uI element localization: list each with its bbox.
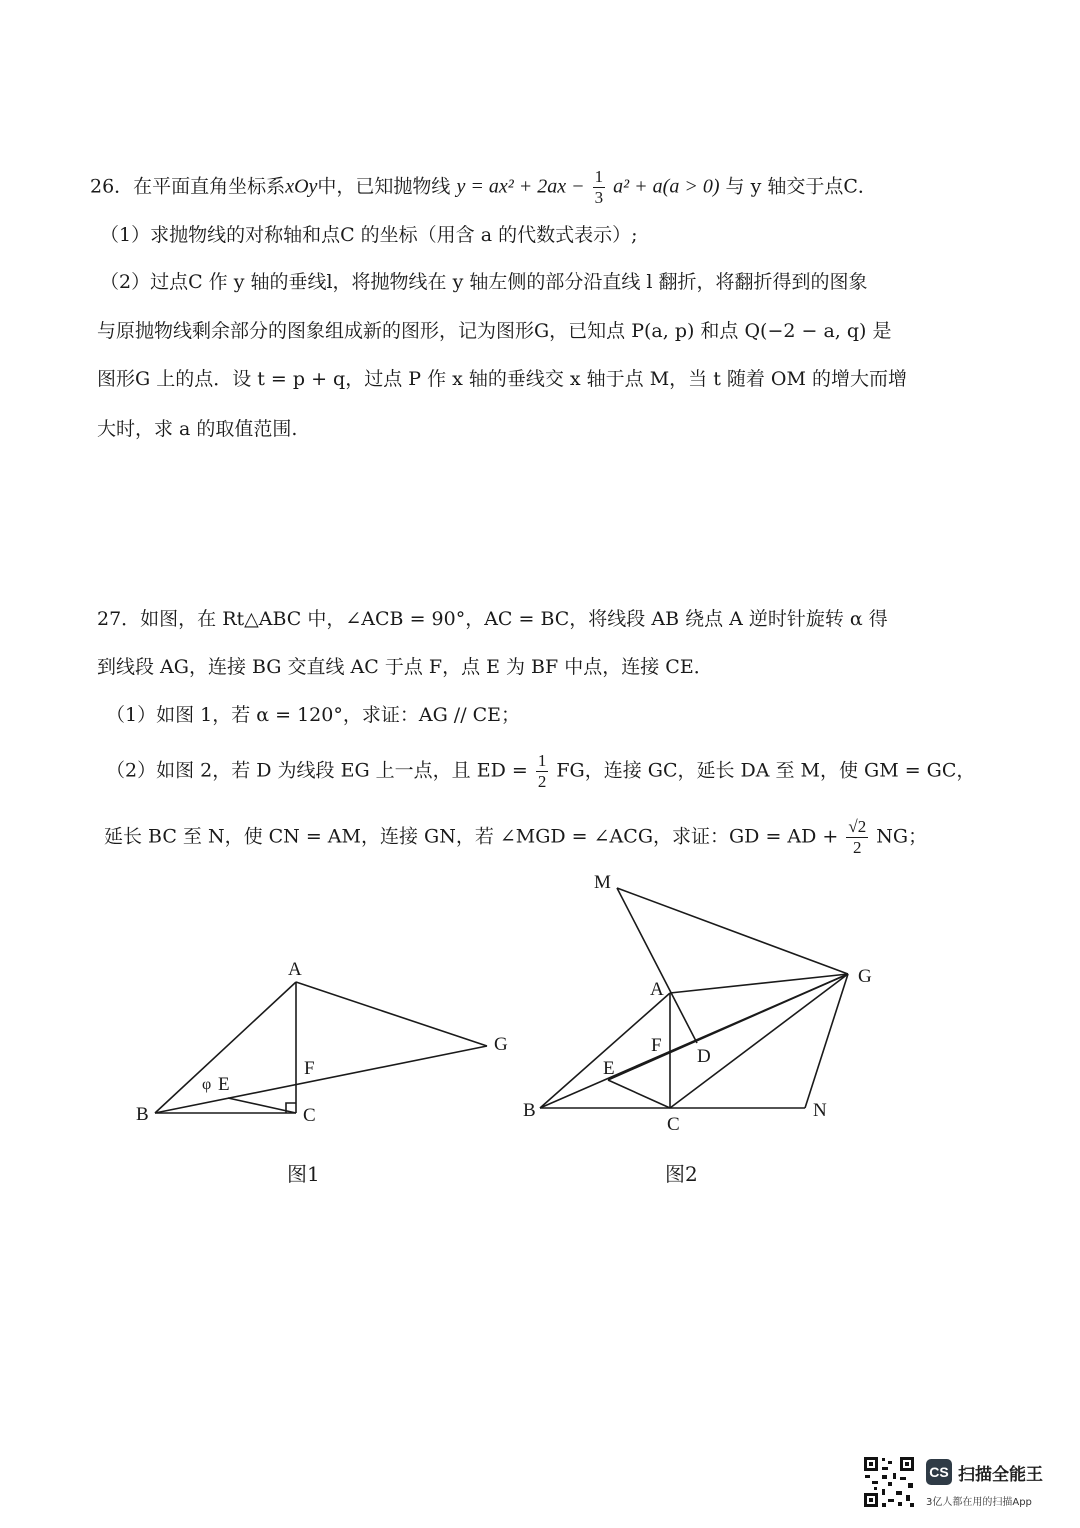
qr-code-icon <box>862 1455 916 1509</box>
q26-part2-line4: 大时，求 a 的取值范围. <box>97 418 298 440</box>
q27-l4-den: 2 <box>537 771 547 791</box>
q26-part1: （1）求抛物线的对称轴和点C 的坐标（用含 a 的代数式表示）; <box>100 224 638 246</box>
fig1-label-A: A <box>288 959 302 980</box>
fig1-angle-mark: φ <box>202 1076 212 1093</box>
q27-l5-b: NG； <box>876 825 928 848</box>
fig2-segment-MD <box>617 888 697 1043</box>
q26-part2-line3: 图形G 上的点．设 t = p + q，过点 P 作 x 轴的垂线交 x 轴于点 M，当 t 随着 OM 的增大而增 <box>97 368 907 390</box>
fig2-label-N: N <box>813 1100 827 1121</box>
q27-line1: 27．如图，在 Rt△ABC 中，∠ACB = 90°，AC = BC，将线段 AB 绕点 A 逆时针旋转 α 得 <box>97 608 888 630</box>
fig2-segment-AG <box>670 974 848 993</box>
fig2-segment-NG <box>805 974 848 1108</box>
q27-l4-a: （2）如图 2，若 D 为线段 EG 上一点，且 ED = <box>106 759 528 782</box>
figure-1 <box>155 982 487 1113</box>
fig2-label-M: M <box>594 872 611 893</box>
figure-2 <box>540 888 848 1108</box>
fig2-segment-MG <box>617 888 848 974</box>
q27-line3: （1）如图 1，若 α = 120°，求证：AG // CE； <box>106 704 521 726</box>
fig1-label-B: B <box>136 1104 149 1125</box>
q26-intro: 26．在平面直角坐标系 <box>90 175 286 198</box>
q26-part2-line2: 与原抛物线剩余部分的图象组成新的图形，记为图形G，已知点 P(a, p) 和点 Q(−2 − a, q) 是 <box>97 320 892 342</box>
fig1-labels <box>136 959 508 1126</box>
watermark-tagline: 3亿人都在用的扫描App <box>926 1497 1032 1508</box>
watermark-name: 扫描全能王 <box>958 1465 1043 1485</box>
fig2-label-E: E <box>603 1058 615 1079</box>
q27-l4-num: 1 <box>537 751 547 770</box>
fig2-labels <box>523 872 872 1135</box>
q27-l5-num: √2 <box>848 817 867 836</box>
scanner-watermark <box>862 1455 1062 1515</box>
fig1-label-E: E <box>218 1074 230 1095</box>
q27-l4-b: FG，连接 GC，延长 DA 至 M，使 GM = GC， <box>556 759 976 782</box>
fig1-segment-AG <box>296 982 487 1046</box>
q26-eq-right: a² + a(a > 0) <box>613 175 720 198</box>
camscanner-logo-icon: CS <box>926 1459 952 1485</box>
q26-xoy: xOy <box>285 175 318 198</box>
fig1-caption: 图1 <box>287 1162 320 1186</box>
q27-l5-a: 延长 BC 至 N，使 CN = AM，连接 GN，若 ∠MGD = ∠ACG，求证：GD = AD + <box>104 825 839 848</box>
q26-part2-line1: （2）过点C 作 y 轴的垂线l，将抛物线在 y 轴左侧的部分沿直线 l 翻折，将翻折得到的图象 <box>100 271 868 293</box>
fig2-segment-EC <box>608 1080 670 1108</box>
fig1-label-F: F <box>304 1058 315 1079</box>
fig2-label-C: C <box>667 1114 680 1135</box>
q27-l5-den: 2 <box>853 837 862 857</box>
q26-frac-num: 1 <box>594 167 604 186</box>
fig2-label-B: B <box>523 1100 536 1121</box>
q26-eq-left: y = ax² + 2ax − <box>456 175 585 198</box>
q27-line2: 到线段 AG，连接 BG 交直线 AC 于点 F，点 E 为 BF 中点，连接 CE． <box>97 656 713 678</box>
fig1-label-G: G <box>494 1034 508 1055</box>
fig2-label-A: A <box>650 979 664 1000</box>
q26-end: 与 y 轴交于点C． <box>725 175 877 198</box>
fig2-caption: 图2 <box>665 1162 698 1186</box>
fig2-label-D: D <box>697 1046 711 1067</box>
fig2-label-G: G <box>858 966 872 987</box>
fig1-label-C: C <box>303 1105 316 1126</box>
fig2-label-F: F <box>651 1035 662 1056</box>
q26-frac-den: 3 <box>594 187 604 207</box>
q26-mid: 中，已知抛物线 <box>317 175 451 198</box>
